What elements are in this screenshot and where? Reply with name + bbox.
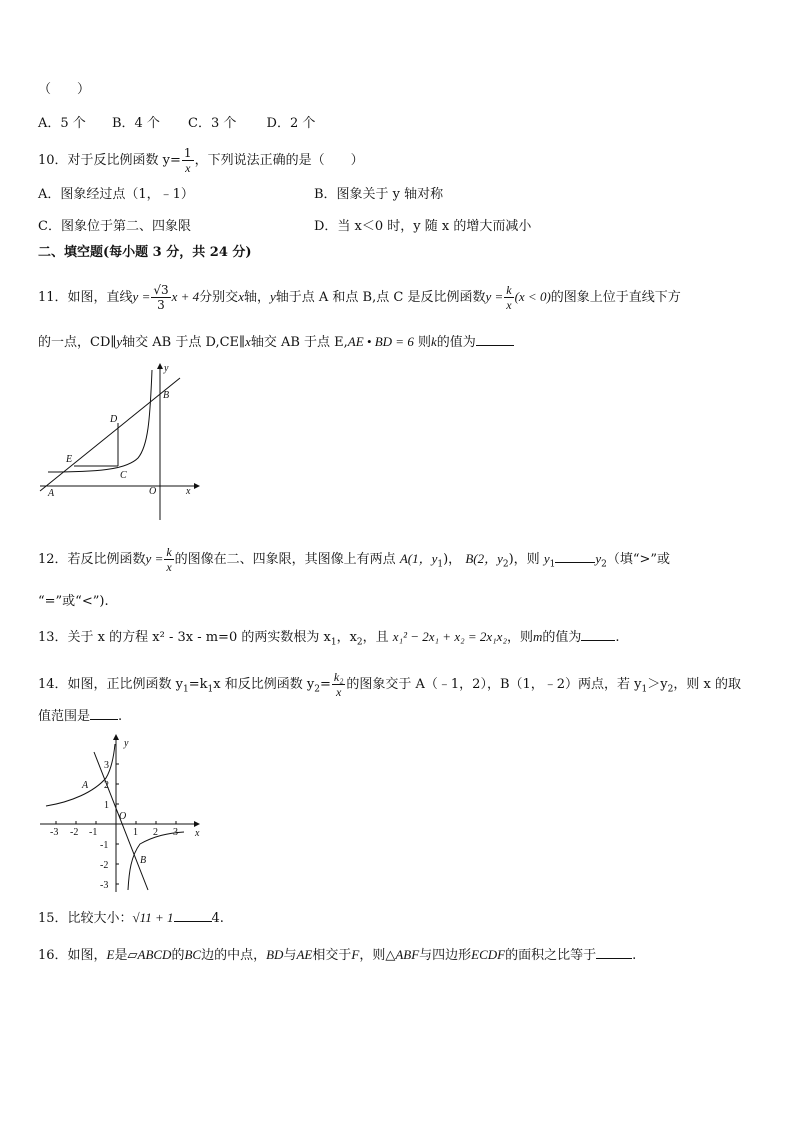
q9-option-d: D．2 个 (266, 116, 316, 131)
q14-figure (36, 732, 206, 894)
q11-figure (36, 360, 204, 525)
q14-line1: 14．如图，正比例函数 $y_1=k_1x$ 和反比例函数 $y_2=$ $\frac{\text{k₂}}{x}$ 的图象交于 A（﹣1，2），B（1，﹣2）两点，若 $y_1>y_2$，则 x 的取 (38, 670, 741, 699)
graph1-label-e: E (66, 454, 73, 465)
q9-option-c: C．3 个 (188, 116, 237, 131)
graph2-ytick-2: 2 (104, 780, 109, 791)
graph1-label-y: y (164, 363, 169, 374)
graph2-label-o: O (119, 811, 127, 822)
graph2-ytick-1: 1 (104, 800, 109, 811)
graph1-x-arrow (194, 483, 200, 489)
q9-option-b: B．4 个 (111, 116, 160, 131)
graph2-x-arrow (194, 821, 200, 827)
graph1-hyperbola (48, 370, 152, 472)
q10-stem-pre: 10．对于反比例函数 y= (38, 153, 181, 168)
graph1-label-o: O (149, 486, 157, 497)
q14-line2: 值范围是 . (38, 709, 123, 724)
graph1-label-x: x (186, 486, 191, 497)
graph2-xtick-2: 2 (153, 827, 158, 838)
q10-stem-post: ，下列说法正确的是（ ） (194, 153, 364, 168)
q9-options (38, 115, 315, 133)
graph2-hyperbola-left (46, 744, 115, 806)
graph2-label-a: A (82, 780, 89, 791)
q11-answer-blank[interactable] (476, 333, 514, 346)
q13-answer-blank[interactable] (581, 628, 615, 641)
q15-line: 15．比较大小：√11 + 1 4. (38, 910, 224, 926)
q10-stem (38, 146, 364, 175)
q14-answer-blank[interactable] (90, 707, 118, 720)
q11-line2: 的一点，CD∥y轴交 AB 于点 D,CE∥x轴交 AB 于点 E,AE • BD = 6 则k的值为 (38, 333, 514, 352)
graph2-xtick-neg3: -3 (50, 827, 59, 838)
graph1-line-ab (40, 378, 180, 491)
graph2-label-x: x (195, 828, 200, 839)
graph2-ytick-3: 3 (104, 760, 109, 771)
graph2-xtick-neg2: -2 (70, 827, 79, 838)
graph2-y-arrow (113, 734, 119, 740)
graph2-ytick-neg2: -2 (100, 860, 109, 871)
q12-answer-blank[interactable] (555, 550, 595, 563)
graph1-label-a: A (48, 488, 55, 499)
graph2-ytick-neg3: -3 (100, 880, 109, 891)
graph2-xtick-3: 3 (173, 827, 178, 838)
graph2-xtick-1: 1 (133, 827, 138, 838)
q15-answer-blank[interactable] (174, 909, 212, 922)
q16-answer-blank[interactable] (596, 946, 632, 959)
graph2-ytick-neg1: -1 (100, 840, 109, 851)
q12-line1: 12．若反比例函数y = $\frac{k}{x}$ 的图像在二、四象限，其图像上有两点 A(1，$y_1$)， B(2，$y_2$)，则 $y_1$ $y_2$（填“>”或 (38, 545, 671, 574)
graph1-label-b: B (163, 390, 170, 401)
graph1-label-c: C (120, 470, 127, 481)
q9-option-a: A．5 个 (38, 116, 86, 131)
q9-paren: （ ） (38, 82, 91, 97)
q10-fraction: $\frac{1}{x}$ (183, 146, 192, 175)
graph1-y-arrow (157, 363, 163, 369)
q10-option-b: B．图象关于 y 轴对称 (314, 187, 444, 202)
graph2-label-b: B (140, 855, 147, 866)
graph1-label-d: D (110, 414, 118, 425)
q10-option-a: A．图象经过点（1，﹣1） (38, 187, 194, 202)
q10-option-d: D．当 x＜0 时，y 随 x 的增大而减小 (314, 219, 532, 234)
q13-line: 13．关于 x 的方程 x² - 3x - m=0 的两实数根为 $x_1$，$x_2$，且 x₁² − 2x₁ + x₂ = 2x₁x₂，则m的值为 . (38, 629, 620, 648)
section-2-heading: 二、填空题(每小题 3 分，共 24 分) (38, 245, 252, 260)
q10-option-c: C．图象位于第二、四象限 (38, 219, 191, 234)
graph2-xtick-neg1: -1 (89, 827, 98, 838)
graph2-label-y: y (124, 738, 129, 749)
q11-line1: 11．如图，直线y = $\frac{√3}{3}$ x + 4分别交x轴，y轴于点 A 和点 B,点 C 是反比例函数y = $\frac{k}{x}$ (x < 0)的图象上位于直线下方 (38, 283, 681, 312)
q12-line2: “=”或“<”). (38, 594, 109, 609)
q16-line: 16．如图，E是▱ABCD的BC边的中点，BD与AE相交于F，则△ABF与四边形ECDF的面积之比等于 . (38, 947, 637, 963)
